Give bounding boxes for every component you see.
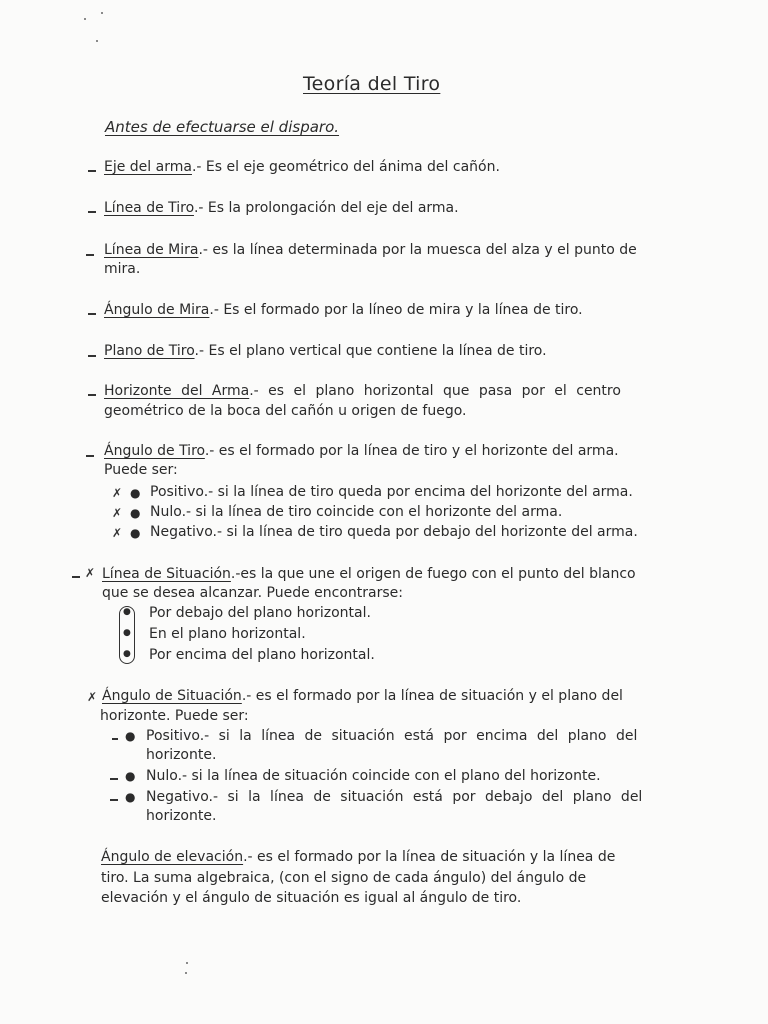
dash-mark (86, 455, 94, 457)
list-item: Por debajo del plano horizontal. (149, 605, 371, 621)
scan-speck (96, 40, 98, 42)
dash-mark (88, 394, 96, 396)
scan-speck (101, 12, 103, 14)
item-label: Positivo (146, 728, 200, 744)
handwritten-mark: ✗ (112, 486, 123, 500)
term: Eje del arma (104, 159, 192, 175)
item-label: Negativo (146, 789, 209, 805)
bullet: ● (130, 486, 141, 500)
definition-text: .-es la que une el origen de fuego con el punto del blanco (230, 566, 636, 582)
term: Ángulo de Situación (102, 688, 242, 704)
scan-speck (186, 962, 188, 964)
item-label: Negativo (150, 524, 213, 540)
list-item-nulo (146, 768, 601, 784)
definition-text: .- es el formado por la línea de situación y el plano del (241, 688, 623, 704)
list-item-positivo (150, 484, 633, 500)
definition-text-continuation: tiro. La suma algebraica, (con el signo de cada ángulo) del ángulo de (101, 870, 587, 886)
definition-text-continuation: mira. (104, 261, 141, 277)
definition-angulo-de-mira (104, 302, 583, 318)
definition-text: .- Es el plano vertical que contiene la línea de tiro. (194, 343, 547, 359)
dash-mark (72, 576, 80, 578)
term: Ángulo de Tiro (104, 443, 205, 459)
bullet: ● (123, 607, 131, 617)
item-label: Nulo (150, 504, 182, 520)
item-text: .- si la línea de tiro queda por encima del horizonte del arma. (203, 484, 633, 500)
handwritten-mark: ✗ (112, 506, 123, 520)
dash-mark (112, 738, 118, 740)
item-text: .- si la línea de situación está por debajo del plano del (208, 789, 643, 805)
item-text: .- si la línea de situación está por encima del plano del (199, 728, 638, 744)
scan-speck (84, 18, 86, 20)
list-item: En el plano horizontal. (149, 626, 306, 642)
handwritten-mark: ✗ (85, 566, 96, 580)
definition-angulo-de-elevacion (101, 849, 615, 865)
dash-mark (86, 254, 94, 256)
list-item-negativo (146, 789, 642, 805)
dash-mark (88, 355, 96, 357)
item-text-continuation: horizonte. (146, 808, 217, 824)
item-text: .- si la línea de tiro queda por debajo del horizonte del arma. (212, 524, 638, 540)
definition-text: .- Es el formado por la líneo de mira y la línea de tiro. (209, 302, 583, 318)
scan-speck (185, 972, 187, 974)
definition-angulo-de-tiro (104, 443, 619, 459)
definition-text: .- es la línea determinada por la muesca del alza y el punto de (198, 242, 637, 258)
bullet: ● (123, 628, 131, 638)
definition-text: .- es el formado por la línea de tiro y el horizonte del arma. (204, 443, 619, 459)
bullet: ● (125, 769, 136, 783)
item-label: Positivo (150, 484, 204, 500)
definition-horizonte-del-arma (104, 383, 621, 399)
term: Ángulo de Mira (104, 302, 210, 318)
list-item-nulo (150, 504, 562, 520)
definition-angulo-de-situacion (102, 688, 623, 704)
dash-mark (88, 211, 96, 213)
item-text: .- si la línea de situación coincide con el plano del horizonte. (177, 768, 601, 784)
definition-linea-de-tiro (104, 200, 459, 216)
dash-mark (88, 313, 96, 315)
section-subtitle: Antes de efectuarse el disparo. (105, 118, 340, 136)
handwritten-mark: ✗ (112, 526, 123, 540)
definition-text: .- Es la prolongación del eje del arma. (193, 200, 459, 216)
list-item: Por encima del plano horizontal. (149, 647, 375, 663)
definition-text: .- es el formado por la línea de situación y la línea de (243, 849, 616, 865)
definition-text: .- Es el eje geométrico del ánima del cañón. (191, 159, 500, 175)
definition-eje-del-arma (104, 159, 500, 175)
item-text: .- si la línea de tiro coincide con el horizonte del arma. (181, 504, 563, 520)
definition-text-continuation: geométrico de la boca del cañón u origen de fuego. (104, 403, 467, 419)
definition-linea-de-situacion (102, 566, 636, 582)
term: Línea de Tiro (104, 200, 194, 216)
dash-mark (110, 799, 118, 801)
definition-text-continuation: elevación y el ángulo de situación es igual al ángulo de tiro. (101, 890, 522, 906)
dash-mark (110, 778, 118, 780)
term: Plano de Tiro (104, 343, 195, 359)
page-title: Teoría del Tiro (303, 73, 441, 95)
item-text-continuation: horizonte. (146, 747, 217, 763)
definition-text-continuation: horizonte. Puede ser: (100, 708, 249, 724)
definition-text: .- es el plano horizontal que pasa por el centro (249, 383, 621, 399)
definition-linea-de-mira (104, 242, 637, 258)
dash-mark (88, 170, 96, 172)
term: Línea de Mira (104, 242, 199, 258)
handwritten-mark: ✗ (87, 690, 98, 704)
term: Horizonte del Arma (104, 383, 250, 399)
bullet: ● (125, 729, 136, 743)
definition-text-continuation: Puede ser: (104, 462, 178, 478)
definition-plano-de-tiro (104, 343, 547, 359)
list-item-positivo (146, 728, 637, 744)
bullet: ● (123, 649, 131, 659)
term: Línea de Situación (102, 566, 231, 582)
bullet: ● (125, 790, 136, 804)
list-item-negativo (150, 524, 638, 540)
bullet: ● (130, 526, 141, 540)
item-label: Nulo (146, 768, 178, 784)
term: Ángulo de elevación (101, 849, 244, 865)
definition-text-continuation: que se desea alcanzar. Puede encontrarse: (102, 585, 403, 601)
bullet: ● (130, 506, 141, 520)
